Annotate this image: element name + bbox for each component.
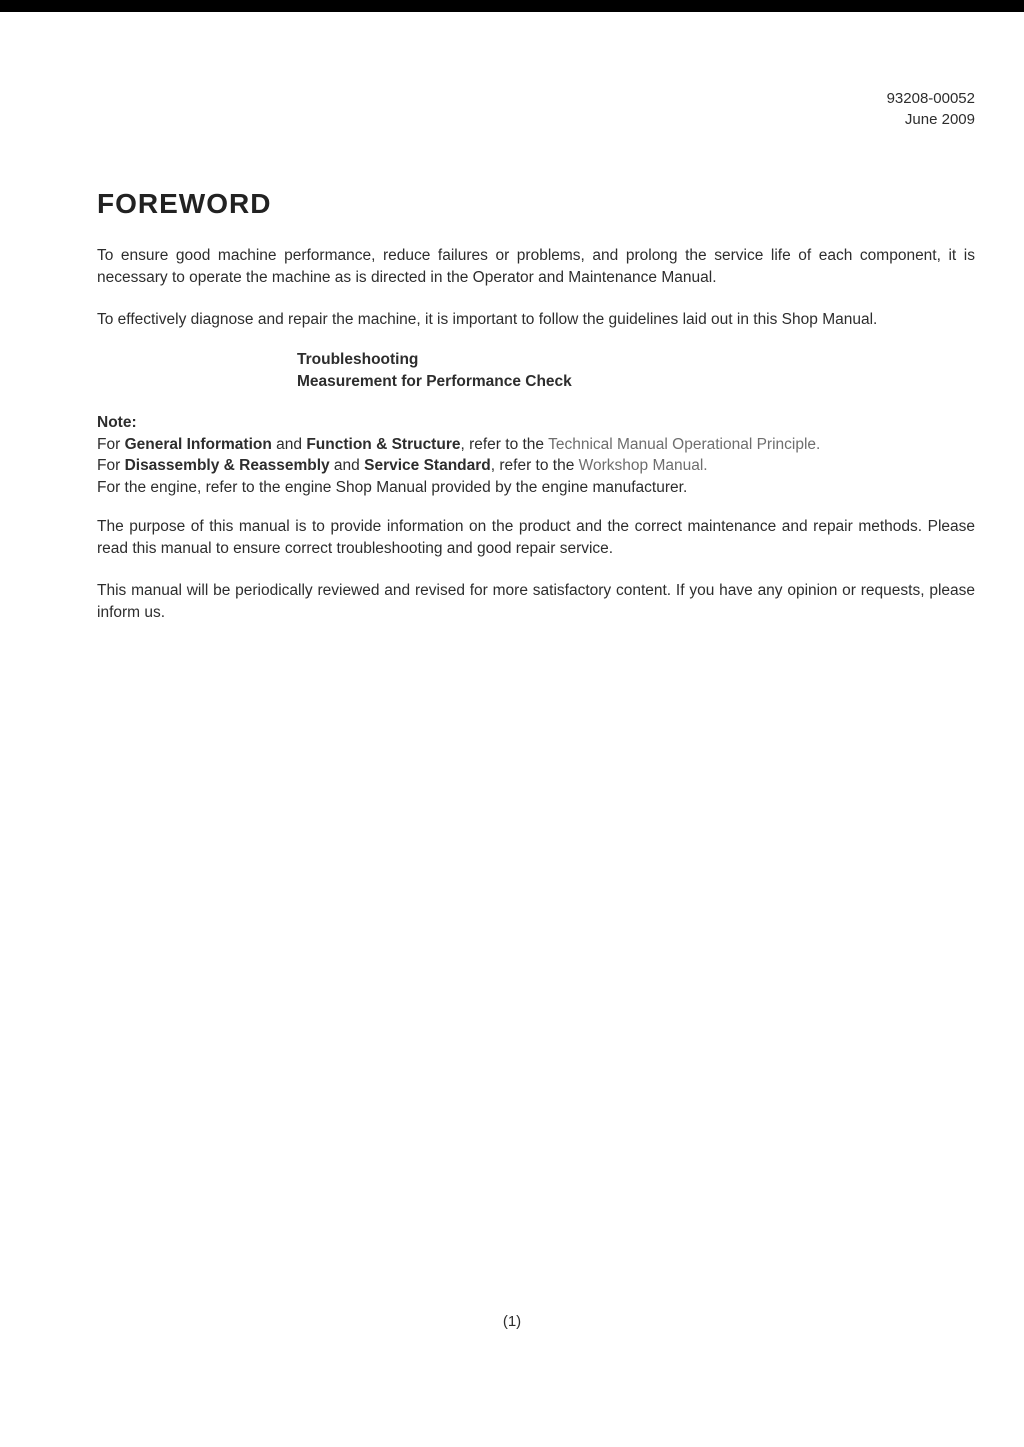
note-line-engine: For the engine, refer to the engine Shop Manual provided by the engine manufacturer. [97,478,688,496]
note-line1-text: , refer to the [460,435,549,453]
note-line2-term-service-standard: Service Standard [364,457,491,474]
note-line1-term-function-structure: Function & Structure [306,435,461,453]
document-header [97,88,975,130]
document-date: June 2009 [904,111,975,128]
note-line-general-information [97,434,975,456]
page-number: (1) [502,1313,522,1330]
paragraph-purpose: The purpose of this manual is to provide information on the product and the correct maintenance and repair methods. Please read this manual to ensure correct troubleshooting and good repair service. [97,518,975,557]
paragraph-diagnose: To effectively diagnose and repair the machine, it is important to follow the guidelines laid out in this Shop Manual. [97,311,878,328]
note-line2-reference: Workshop Manual. [578,457,708,474]
manual-contents-list [297,349,975,393]
note-line-disassembly [97,455,975,477]
note-line1-text: For [97,435,125,453]
note-label: Note: [97,414,137,431]
note-line2-term-disassembly: Disassembly & Reassembly [124,457,330,474]
note-line1-text: and [271,435,307,453]
paragraph-review: This manual will be periodically reviewed and revised for more satisfactory content. If you have any opinion or requests, please inform us. [97,582,975,621]
list-item-measurement: Measurement for Performance Check [297,373,572,390]
page-title: FOREWORD [97,188,272,219]
note-line1-reference: Technical Manual Operational Principle. [548,435,821,453]
note-line2-text: , refer to the [490,457,579,474]
list-item-troubleshooting: Troubleshooting [297,351,419,368]
document-content [97,0,975,624]
note-section [97,412,975,498]
document-number: 93208-00052 [886,90,975,107]
paragraph-intro: To ensure good machine performance, reduce failures or problems, and prolong the service life of each component, it is necessary to operate the machine as is directed in the Operator and Maintenance Manual. [97,247,975,286]
note-line2-text: and [329,457,365,474]
note-line2-text: For [97,457,125,474]
note-line1-term-general-information: General Information [124,435,272,453]
